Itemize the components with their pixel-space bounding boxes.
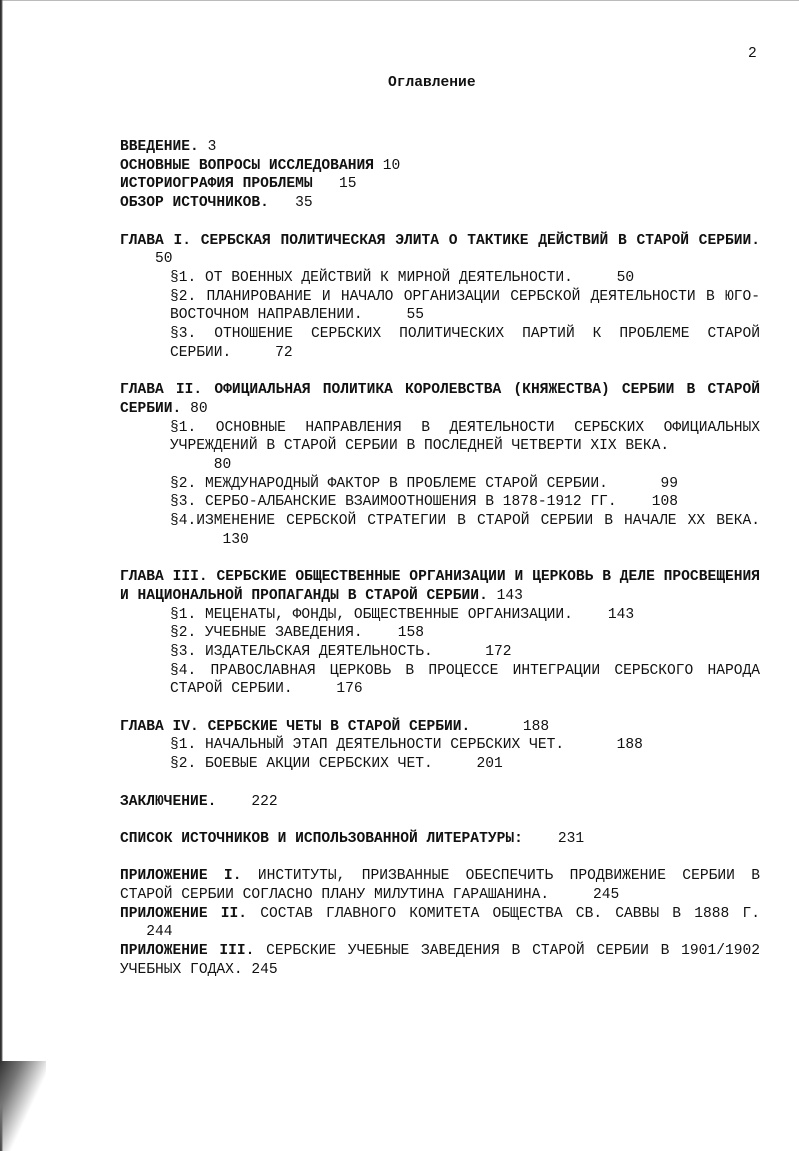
toc-page-number: 130 xyxy=(222,531,249,548)
appendix-label: ПРИЛОЖЕНИЕ III. xyxy=(120,943,255,960)
toc-page-number: 99 xyxy=(660,475,678,492)
toc-bibliography xyxy=(120,830,760,849)
toc-section xyxy=(120,325,760,362)
chapter-title: ГЛАВА IV. СЕРБСКИЕ ЧЕТЫ В СТАРОЙ СЕРБИИ. xyxy=(120,718,471,735)
section-title: §2. МЕЖДУНАРОДНЫЙ ФАКТОР В ПРОБЛЕМЕ СТАРОЙ СЕРБИИ. xyxy=(170,475,608,492)
scan-top-edge xyxy=(0,0,799,7)
toc-section xyxy=(120,493,760,512)
toc-page-number: 72 xyxy=(275,344,293,361)
toc-page-number: 158 xyxy=(397,625,424,642)
toc-entry-label: СПИСОК ИСТОЧНИКОВ И ИСПОЛЬЗОВАННОЙ ЛИТЕРАТУРЫ: xyxy=(120,830,523,847)
chapter-title: ГЛАВА II. ОФИЦИАЛЬНАЯ ПОЛИТИКА КОРОЛЕВСТВА (КНЯЖЕСТВА) СЕРБИИ В СТАРОЙ СЕРБИИ. xyxy=(120,382,760,417)
toc-page-number: 143 xyxy=(496,587,523,604)
scan-left-edge xyxy=(0,0,3,1151)
section-title: §1. МЕЦЕНАТЫ, ФОНДЫ, ОБЩЕСТВЕННЫЕ ОРГАНИЗАЦИИ. xyxy=(170,606,573,623)
toc-entry-label: ЗАКЛЮЧЕНИЕ. xyxy=(120,793,217,810)
toc-entry-sources-review xyxy=(120,194,760,213)
toc-section xyxy=(120,606,760,625)
toc-page-number: 50 xyxy=(155,251,173,268)
toc-entry-intro xyxy=(120,138,760,157)
chapter-title: ГЛАВА I. СЕРБСКАЯ ПОЛИТИЧЕСКАЯ ЭЛИТА О ТАКТИКЕ ДЕЙСТВИЙ В СТАРОЙ СЕРБИИ. xyxy=(120,232,760,249)
toc-chapter-3 xyxy=(120,568,760,605)
toc-section xyxy=(120,643,760,662)
toc-section xyxy=(120,662,760,699)
toc-chapter-2 xyxy=(120,381,760,418)
appendix-label: ПРИЛОЖЕНИЕ I. xyxy=(120,868,242,885)
toc-page-number: 188 xyxy=(522,718,550,735)
toc-section xyxy=(120,419,760,475)
toc-page-number: 244 xyxy=(146,924,173,941)
toc-section xyxy=(120,512,760,549)
toc-chapter-1 xyxy=(120,232,760,269)
toc-entry-label: ОСНОВНЫЕ ВОПРОСЫ ИССЛЕДОВАНИЯ xyxy=(120,157,374,174)
toc-page-number: 15 xyxy=(338,176,357,193)
toc-page-number: 80 xyxy=(213,456,232,473)
toc-page-number: 245 xyxy=(592,887,620,904)
toc-page-number: 80 xyxy=(190,400,208,417)
section-title: §2. УЧЕБНЫЕ ЗАВЕДЕНИЯ. xyxy=(170,625,363,642)
appendix-title: СОСТАВ ГЛАВНОГО КОМИТЕТА ОБЩЕСТВА СВ. САВВЫ В 1888 Г. xyxy=(260,905,760,922)
section-title: §2. ПЛАНИРОВАНИЕ И НАЧАЛО ОРГАНИЗАЦИИ СЕРБСКОЙ ДЕЯТЕЛЬНОСТИ В ЮГО-ВОСТОЧНОМ НАПРАВЛЕНИИ. xyxy=(170,288,760,324)
section-title: §2. БОЕВЫЕ АКЦИИ СЕРБСКИХ ЧЕТ. xyxy=(170,756,433,773)
toc-page-number: 55 xyxy=(406,307,424,324)
page-number: 2 xyxy=(748,46,757,62)
section-title: §3. ИЗДАТЕЛЬСКАЯ ДЕЯТЕЛЬНОСТЬ. xyxy=(170,643,433,660)
toc-page-number: 3 xyxy=(207,139,217,155)
toc-appendix-1 xyxy=(120,867,760,904)
toc-page-number: 172 xyxy=(485,643,512,660)
toc-appendix-2 xyxy=(120,905,760,942)
section-title: §3. СЕРБО-АЛБАНСКИЕ ВЗАИМООТНОШЕНИЯ В 1878-1912 ГГ. xyxy=(170,494,617,511)
appendix-title: СЕРБСКИЕ УЧЕБНЫЕ ЗАВЕДЕНИЯ В СТАРОЙ СЕРБИИ В 1901/1902 УЧЕБНЫХ ГОДАХ. xyxy=(120,943,760,978)
appendix-title: ИНСТИТУТЫ, ПРИЗВАННЫЕ ОБЕСПЕЧИТЬ ПРОДВИЖЕНИЕ СЕРБИИ В СТАРОЙ СЕРБИИ СОГЛАСНО ПЛАНУ МИЛУТИНА ГАРАШАНИНА. xyxy=(120,868,760,904)
toc-section xyxy=(120,736,760,755)
toc-section xyxy=(120,624,760,643)
toc-entry-research-questions xyxy=(120,157,760,176)
toc-page-number: 50 xyxy=(616,269,635,286)
appendix-label: ПРИЛОЖЕНИЕ II. xyxy=(120,905,248,922)
chapter-title: ГЛАВА III. СЕРБСКИЕ ОБЩЕСТВЕННЫЕ ОРГАНИЗАЦИИ И ЦЕРКОВЬ В ДЕЛЕ ПРОСВЕЩЕНИЯ И НАЦИОНАЛЬНОЙ ПРОПАГАНДЫ В СТАРОЙ СЕРБИИ. xyxy=(120,569,760,604)
toc-entry-label: ВВЕДЕНИЕ. xyxy=(120,139,199,155)
toc-page-number: 10 xyxy=(382,157,401,174)
toc-page-number: 35 xyxy=(295,195,313,212)
toc-appendix-3 xyxy=(120,942,760,979)
toc-section xyxy=(120,269,760,288)
toc-section xyxy=(120,475,760,494)
toc-page-number: 188 xyxy=(616,737,643,754)
toc-entry-historiography xyxy=(120,175,760,194)
table-of-contents xyxy=(120,138,760,980)
section-title: §1. ОТ ВОЕННЫХ ДЕЙСТВИЙ К МИРНОЙ ДЕЯТЕЛЬНОСТИ. xyxy=(170,269,573,286)
toc-page-number: 108 xyxy=(651,494,678,511)
toc-page-number: 143 xyxy=(607,606,635,623)
page-title: Оглавление xyxy=(388,75,476,91)
toc-page-number: 201 xyxy=(476,756,503,773)
section-title: §3. ОТНОШЕНИЕ СЕРБСКИХ ПОЛИТИЧЕСКИХ ПАРТИЙ К ПРОБЛЕМЕ СТАРОЙ СЕРБИИ. xyxy=(170,326,760,361)
toc-page-number: 176 xyxy=(336,681,363,698)
section-title: §4. ПРАВОСЛАВНАЯ ЦЕРКОВЬ В ПРОЦЕССЕ ИНТЕГРАЦИИ СЕРБСКОГО НАРОДА СТАРОЙ СЕРБИИ. xyxy=(170,662,760,698)
toc-page-number: 245 xyxy=(251,961,278,978)
toc-conclusion xyxy=(120,793,760,812)
section-title: §1. НАЧАЛЬНЫЙ ЭТАП ДЕЯТЕЛЬНОСТИ СЕРБСКИХ ЧЕТ. xyxy=(170,737,565,754)
toc-page-number: 231 xyxy=(557,830,585,847)
toc-entry-label: ОБЗОР ИСТОЧНИКОВ. xyxy=(120,195,269,212)
toc-page-number: 222 xyxy=(251,793,278,810)
toc-entry-label: ИСТОРИОГРАФИЯ ПРОБЛЕМЫ xyxy=(120,176,313,193)
toc-section xyxy=(120,755,760,774)
scan-corner-shadow xyxy=(0,1061,46,1151)
toc-section xyxy=(120,288,760,325)
toc-chapter-4 xyxy=(120,718,760,737)
section-title: §4.ИЗМЕНЕНИЕ СЕРБСКОЙ СТРАТЕГИИ В СТАРОЙ СЕРБИИ В НАЧАЛЕ XX ВЕКА. xyxy=(170,513,760,530)
section-title: §1. ОСНОВНЫЕ НАПРАВЛЕНИЯ В ДЕЯТЕЛЬНОСТИ СЕРБСКИХ ОФИЦИАЛЬНЫХ УЧРЕЖДЕНИЙ В СТАРОЙ СЕРБИИ В ПОСЛЕДНЕЙ ЧЕТВЕРТИ XIX ВЕКА. xyxy=(170,419,760,455)
